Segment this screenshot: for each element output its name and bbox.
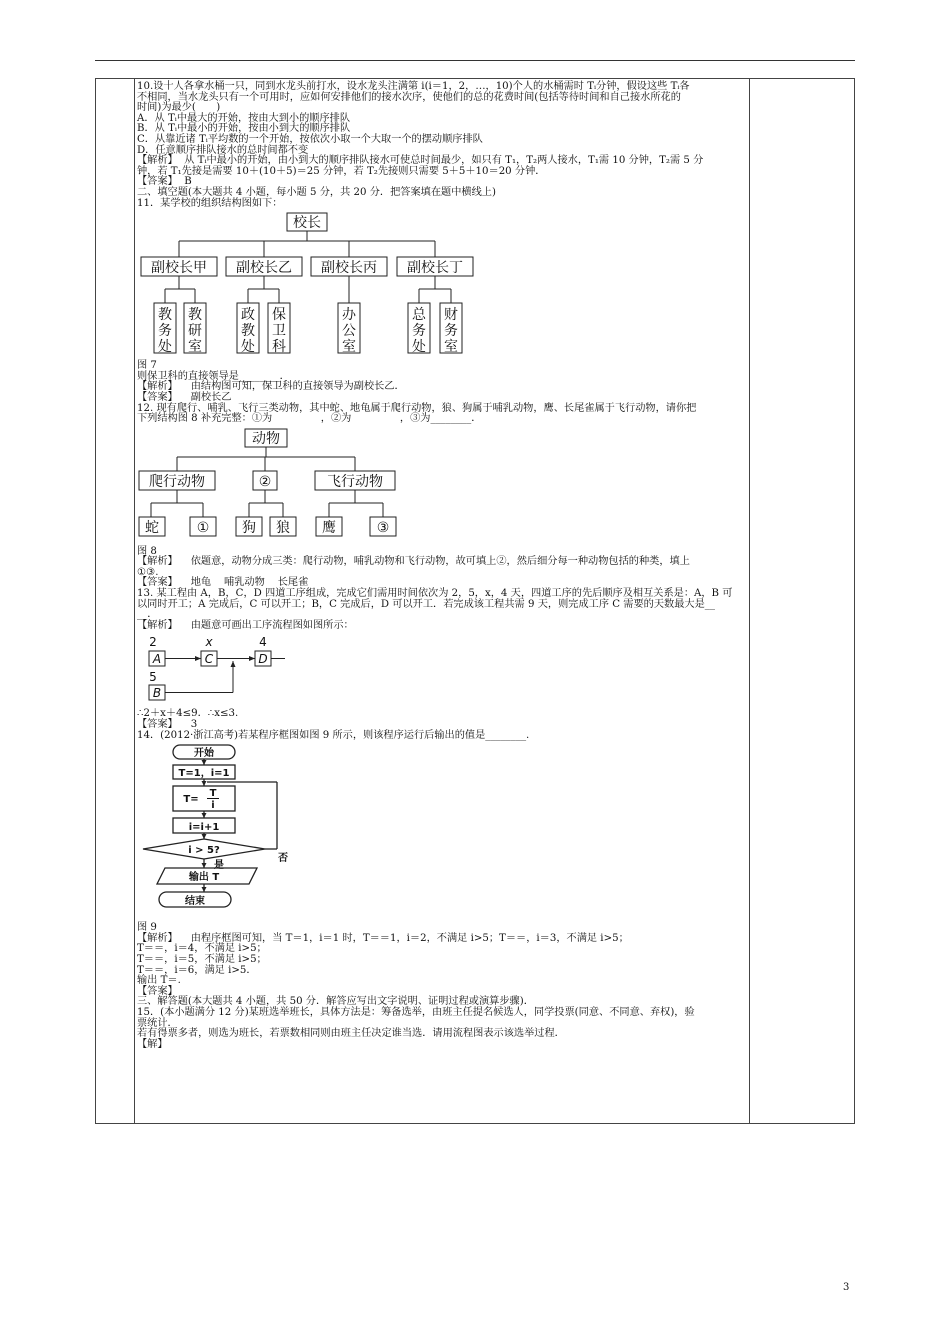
- q11-stem: 11．某学校的组织结构图如下：: [137, 197, 283, 209]
- section-2-heading: 二、填空题(本大题共 4 小题，每小题 5 分，共 20 分．把答案填在题中横线上): [137, 186, 496, 198]
- flowchart-figure-9: [137, 743, 337, 921]
- q14-stem: 14．(2012·浙江高考)若某程序框图如图 9 所示，则该程序运行后输出的值是________.: [137, 729, 530, 741]
- node-b-label: B: [152, 686, 162, 701]
- q12-stem-1: 12. 现有爬行、哺乳、飞行三类动物，其中蛇、地龟属于爬行动物，狼、狗属于哺乳动物，鹰、长尾雀属于飞行动物，请你把: [137, 402, 697, 414]
- q14-fig-caption: 图 9: [137, 922, 157, 934]
- q12-answer: 【答案】 地龟 哺乳动物 长尾雀: [137, 577, 309, 589]
- flow-yes-label: 是: [214, 860, 224, 872]
- q14-analysis-3: T＝＝，i＝5，不满足 i>5；: [137, 954, 267, 965]
- flow-assign-num: T: [209, 788, 217, 800]
- content-cell: [137, 82, 749, 1050]
- q12-stem-2: 下列结构图 8 补充完整：①为 ，②为 ，③为________．: [137, 413, 482, 425]
- q10-stem-2: 不相同，当水龙头只有一个可用时，应如何安排他们的接水次序，使他们的总的花费时间(包括等待时间和自己接水所花的: [137, 91, 681, 103]
- q12-analysis-1: 【解析】 依题意，动物分成三类：爬行动物，哺乳动物和飞行动物，故可填上②，然后细分每一种动物包括的种类，填上: [137, 556, 690, 568]
- org-l3-label-2: 教研室: [188, 307, 202, 356]
- label-d-days: 4: [259, 635, 267, 650]
- q13-conclusion: ∴2＋x＋4≤9．∴x≤3.: [137, 708, 239, 720]
- q10-stem-3: 时间)为最少( ): [137, 102, 221, 114]
- q10-option-c: C．从靠近诸 Tᵢ平均数的一个开始，按依次小取一个大取一个的摆动顺序排队: [137, 133, 483, 145]
- animal-l2-label-1: 爬行动物: [149, 473, 205, 490]
- q14-analysis-5: 输出 T＝.: [137, 975, 181, 987]
- animal-l2-label-2: ②: [258, 473, 272, 490]
- animal-l3-label-3: 狗: [242, 519, 256, 536]
- q13-stem-2: 以同时开工；A 完成后，C 可以开工；B，C 完成后，D 可以开工．若完成该工程共需 9 天，则完成工序 C 需要的天数最大是__: [137, 598, 715, 610]
- process-diagram: [137, 633, 317, 707]
- org-l2-label-1: 副校长甲: [151, 260, 207, 277]
- flow-assign-den: i: [211, 800, 215, 812]
- org-l3-label-6: 总务处: [412, 307, 426, 356]
- org-l3-label-7: 财务室: [444, 307, 458, 356]
- q14-analysis-4: T＝＝，i＝6，满足 i>5．: [137, 964, 257, 976]
- flow-no-label: 否: [278, 853, 288, 865]
- flow-assign-lhs: T=: [183, 794, 199, 806]
- flow-start-label: 开始: [194, 748, 214, 760]
- q10-option-a: A．从 Tᵢ中最大的开始，按由大到小的顺序排队: [137, 112, 351, 124]
- q15-stem-2: 票统计．: [137, 1017, 178, 1029]
- org-l3-label-1: 教务处: [158, 307, 172, 356]
- animal-l3-label-5: 鹰: [322, 519, 336, 536]
- org-chart-figure-7: [137, 211, 497, 359]
- q12-fig-caption: 图 8: [137, 545, 157, 557]
- q11-question: 则保卫科的直接领导是________．: [137, 370, 290, 382]
- q13-answer: 【答案】 3: [137, 719, 198, 731]
- animal-l3-label-4: 狼: [276, 519, 290, 536]
- q13-stem-1: 13. 某工程由 A，B，C，D 四道工序组成，完成它们需用时间依次为 2，5，x，4 天，四道工序的先后顺序及相互关系是：A，B 可: [137, 588, 733, 600]
- q11-analysis: 【解析】 由结构图可知，保卫科的直接领导为副校长乙．: [137, 381, 405, 393]
- q13-analysis: 【解析】 由题意可画出工序流程图如图所示：: [137, 619, 354, 631]
- animal-l3-label-6: ③: [376, 519, 390, 536]
- flow-cond-label: i > 5?: [188, 845, 220, 857]
- org-l3-label-3: 政教处: [241, 307, 255, 356]
- flow-end-label: 结束: [185, 896, 205, 908]
- q12-analysis-2: ①③.: [137, 566, 159, 578]
- node-c-label: C: [204, 652, 214, 667]
- q14-analysis-2: T＝＝，i＝4，不满足 i>5；: [137, 943, 267, 955]
- label-b-days: 5: [149, 670, 157, 685]
- animal-chart-figure-8: [137, 427, 497, 545]
- header-rule: [95, 60, 855, 61]
- flow-init-label: T=1，i=1: [178, 768, 230, 780]
- flow-incr-label: i=i+1: [188, 822, 220, 834]
- section-3-heading: 三、解答题(本大题共 4 小题，共 50 分．解答应写出文字说明、证明过程或演算步骤)．: [137, 996, 534, 1008]
- q15-stem-1: 15．(本小题满分 12 分)某班选举班长，具体方法是：筹备选举，由班主任提名候选人，同学投票(同意、不同意、弃权)，验: [137, 1006, 695, 1018]
- animal-l3-label-1: 蛇: [145, 519, 159, 536]
- animal-root-label: 动物: [252, 430, 280, 447]
- q14-analysis-1: 【解析】 由程序框图可知，当 T＝1，i＝1 时，T＝＝1，i＝2，不满足 i>5；T＝＝，i＝3，不满足 i>5；: [137, 932, 629, 944]
- q14-answer: 【答案】: [137, 985, 178, 997]
- org-root-label: 校长: [293, 215, 321, 232]
- label-a-days: 2: [149, 635, 157, 650]
- node-d-label: D: [258, 652, 268, 667]
- org-l2-label-2: 副校长乙: [236, 260, 292, 277]
- animal-l2-label-3: 飞行动物: [327, 473, 383, 490]
- node-a-label: A: [152, 652, 162, 667]
- right-column: [749, 79, 854, 1123]
- flow-output-label: 输出 T: [188, 872, 220, 884]
- page-number: 3: [843, 1282, 850, 1293]
- org-l2-label-3: 副校长丙: [321, 260, 377, 277]
- q10-stem-1: 10.设十人各拿水桶一只，同到水龙头前打水，设水龙头注满第 i(i＝1，2，…，10)个人的水桶需时 Tᵢ分钟，假设这些 Tᵢ各: [137, 81, 690, 92]
- org-l3-label-5: 办公室: [342, 307, 356, 356]
- q10-option-b: B．从 Tᵢ中最小的开始，按由小到大的顺序排队: [137, 123, 351, 135]
- org-l3-label-4: 保卫科: [272, 307, 286, 356]
- q15-solution: 【解】: [137, 1038, 168, 1050]
- q11-answer: 【答案】 副校长乙: [137, 391, 232, 403]
- flow-assign-box: [173, 786, 235, 811]
- q15-stem-3: 若有得票多者，则选为班长，若票数相同则由班主任决定谁当选．请用流程图表示该选举过程．: [137, 1028, 565, 1040]
- left-column: [96, 79, 135, 1123]
- q10-analysis-1: 【解析】 从 Tᵢ中最小的开始，由小到大的顺序排队接水可使总时间最少，如只有 T₁，T₂两人接水，T₁需 10 分钟，T₂需 5 分: [137, 155, 704, 167]
- q10-answer: 【答案】 B: [137, 176, 192, 188]
- q11-fig-caption: 图 7: [137, 360, 157, 372]
- q10-option-d: D．任意顺序排队接水的总时间都不变: [137, 144, 309, 156]
- q13-stem-3: __．: [137, 609, 158, 621]
- animal-l3-label-2: ①: [196, 519, 210, 536]
- q10-analysis-2: 钟，若 T₁先接是需要 10＋(10＋5)＝25 分钟，若 T₂先接则只需要 5＋5＋10＝20 分钟．: [137, 165, 546, 177]
- label-c-days: x: [205, 635, 213, 650]
- org-l2-label-4: 副校长丁: [407, 260, 463, 277]
